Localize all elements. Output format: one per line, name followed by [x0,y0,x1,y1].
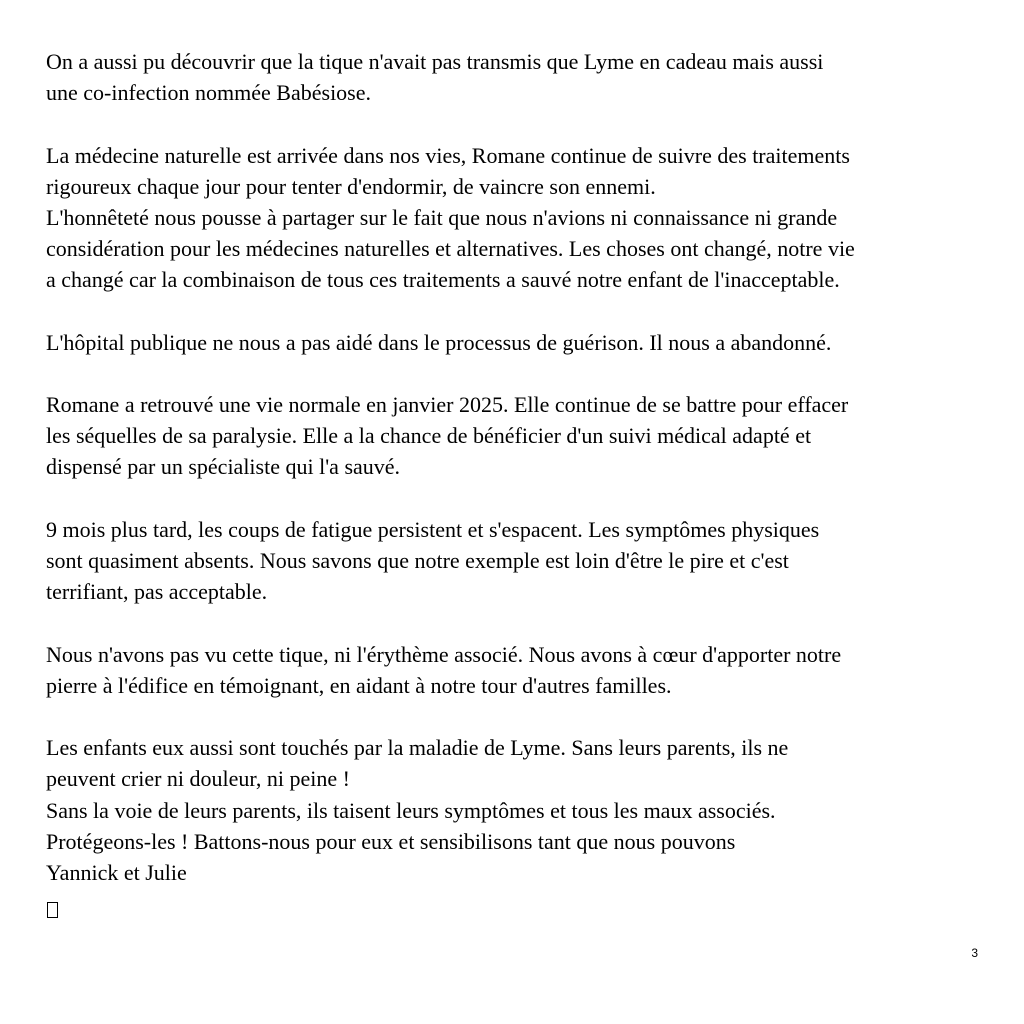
text-line: une co-infection nommée Babésiose. [46,80,372,106]
text-line: La médecine naturelle est arrivée dans nos vies, Romane continue de suivre des traitements [46,142,850,168]
text-line: Les enfants eux aussi sont touchés par la maladie de Lyme. Sans leurs parents, ils ne [46,735,789,761]
text-line: peuvent crier ni douleur, ni peine ! [46,766,350,792]
text-line: L'hôpital publique ne nous a pas aidé dans le processus de guérison. Il nous a abandonné. [46,329,832,355]
text-line: Sans la voie de leurs parents, ils taisent leurs symptômes et tous les maux associés. [46,797,776,823]
text-line: 9 mois plus tard, les coups de fatigue persistent et s'espacent. Les symptômes physiques [46,516,820,542]
text-line: sont quasiment absents. Nous savons que notre exemple est loin d'être le pire et c'est [46,548,789,573]
text-line: On a aussi pu découvrir que la tique n'avait pas transmis que Lyme en cadeau mais aussi [46,49,824,74]
paragraph-gap [46,296,986,327]
text-line: les séquelles de sa paralysie. Elle a la chance de bénéficier d'un suivi médical adapté et [46,423,812,449]
signature-line: Yannick et Julie [46,859,187,885]
paragraph-gap [46,701,986,732]
paragraph-gap [46,358,986,389]
paragraph-gap [46,108,986,139]
missing-glyph-icon [47,902,58,918]
text-line: L'honnêteté nous pousse à partager sur le fait que nous n'avions ni connaissance ni grande [46,204,838,230]
text-line: a changé car la combinaison de tous ces traitements a sauvé notre enfant de l'inacceptable. [46,267,840,293]
text-line: rigoureux chaque jour pour tenter d'endormir, de vaincre son ennemi. [46,173,656,199]
text-line: dispensé par un spécialiste qui l'a sauvé. [46,454,401,480]
paragraph-gap [46,483,986,514]
text-line: Romane a retrouvé une vie normale en janvier 2025. Elle continue de se battre pour effacer [46,392,849,418]
text-line: terrifiant, pas acceptable. [46,579,268,605]
text-line: pierre à l'édifice en témoignant, en aidant à notre tour d'autres familles. [46,672,672,698]
text-line: Protégeons-les ! Battons-nous pour eux et sensibilisons tant que nous pouvons [46,828,736,854]
page-number: 3 [971,946,978,960]
text-line: considération pour les médecines naturelles et alternatives. Les choses ont changé, notre vie [46,236,855,262]
text-line: Nous n'avons pas vu cette tique, ni l'érythème associé. Nous avons à cœur d'apporter notre [46,641,842,667]
document-body [46,46,986,888]
paragraph-gap [46,607,986,638]
